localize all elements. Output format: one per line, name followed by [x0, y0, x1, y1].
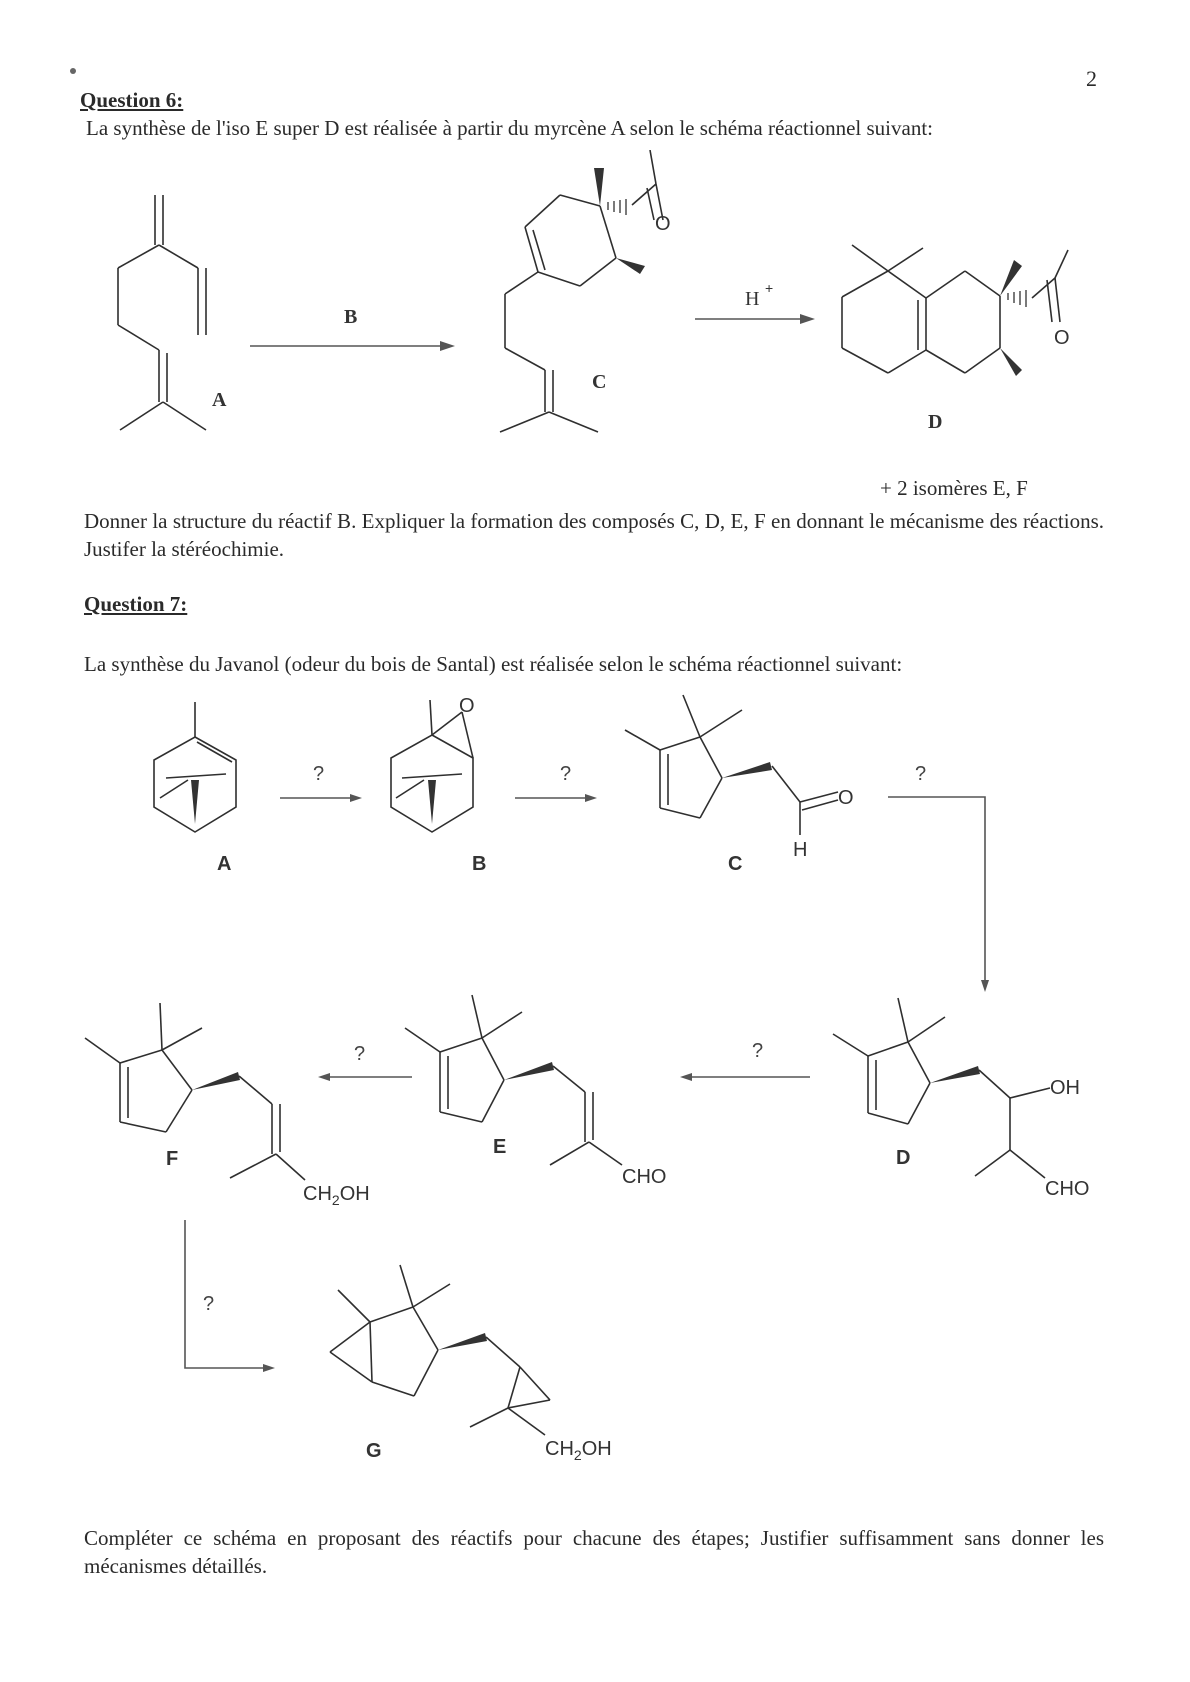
label-C-q6: C: [592, 371, 607, 393]
step-6-unknown: ?: [203, 1293, 215, 1315]
label-D-q7: D: [896, 1147, 911, 1169]
question-6-scheme: [0, 150, 1190, 480]
step-3-unknown: ?: [915, 763, 927, 785]
question-7-scheme: [0, 690, 1190, 1520]
atom-O-C: O: [655, 213, 671, 235]
label-F-q7: F: [166, 1148, 179, 1170]
compound-B-epoxide: [391, 700, 473, 832]
step-4-unknown: ?: [752, 1040, 764, 1062]
atom-H-aldehyde: H: [793, 839, 808, 861]
step-5-unknown: ?: [354, 1043, 366, 1065]
group-CHO-D: CHO: [1045, 1178, 1090, 1200]
group-CHO-E: CHO: [622, 1166, 667, 1188]
label-B-q6: B: [344, 306, 358, 328]
compound-G-javanol: [330, 1265, 550, 1435]
label-H-plus: +: [765, 280, 774, 296]
label-B-q7: B: [472, 853, 487, 875]
atom-O-epoxide: O: [459, 695, 475, 717]
compound-D-structure: [842, 245, 1068, 376]
group-OH-D: OH: [1050, 1077, 1080, 1099]
label-E-q7: E: [493, 1136, 507, 1158]
arrow-F-G: [185, 1220, 263, 1368]
compound-D-aldol: [833, 998, 1050, 1178]
question-7-intro: La synthèse du Javanol (odeur du bois de Santal) est réalisée selon le schéma réactionnel suivant:: [84, 652, 903, 676]
myrcene-structure: [118, 195, 206, 430]
compound-E-enal: [405, 995, 622, 1165]
question-7-task: Compléter ce schéma en proposant des réactifs pour chacune des étapes; Justifier suffisamment sans donner les mécanismes détaillés.: [84, 1526, 1104, 1578]
compound-A-pinene: [154, 702, 236, 832]
label-A-q6: A: [212, 389, 227, 411]
step-1-unknown: ?: [313, 763, 325, 785]
page-number: 2: [1086, 66, 1097, 91]
label-A-q7: A: [217, 853, 232, 875]
compound-F-alcohol: [85, 1003, 305, 1180]
arrow-acid: [695, 314, 815, 324]
group-CH2OH-F: $CH_2OH$: [303, 1183, 370, 1208]
arrow-B: [250, 341, 455, 351]
compound-C-structure: [500, 150, 663, 432]
isomers-note: + 2 isomères E, F: [880, 476, 1028, 500]
question-7-title: Question 7:: [84, 592, 188, 616]
question-6-intro: La synthèse de l'iso E super D est réalisée à partir du myrcène A selon le schéma réactionnel suivant:: [86, 116, 934, 140]
label-D-q6: D: [928, 411, 943, 433]
atom-O-aldehyde: O: [838, 787, 854, 809]
label-G-q7: G: [366, 1440, 382, 1462]
question-6-task: Donner la structure du réactif B. Expliquer la formation des composés C, D, E, F en donnant le mécanisme des réactions. Justifer la stéréochimie.: [84, 509, 1104, 561]
group-CH2OH-G: $CH_2OH$: [545, 1438, 612, 1463]
label-H: H: [745, 288, 760, 310]
step-2-unknown: ?: [560, 763, 572, 785]
scan-dot-1: [70, 68, 76, 74]
atom-O-D: O: [1054, 327, 1070, 349]
question-6-title: Question 6:: [80, 88, 184, 112]
label-C-q7: C: [728, 853, 743, 875]
arrow-C-D: [888, 797, 985, 980]
compound-C-aldehyde: [625, 695, 838, 835]
